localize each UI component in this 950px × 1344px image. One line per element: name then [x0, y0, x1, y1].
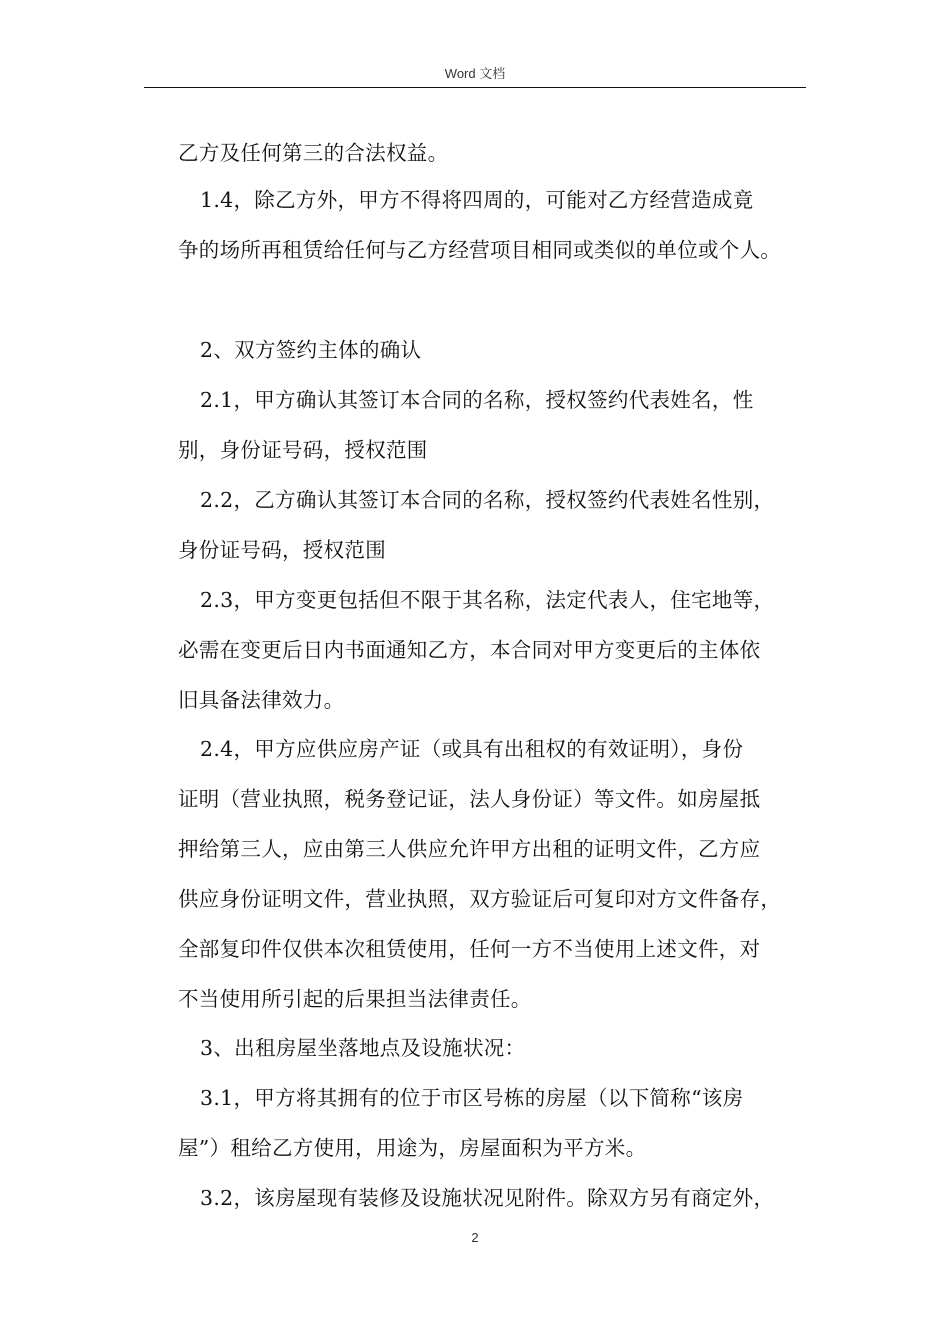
text-line: 身份证号码，授权范围 — [178, 538, 386, 562]
text-line: 2.4，甲方应供应房产证（或具有出租权的有效证明），身份 — [200, 737, 744, 761]
text-line: 屋”）租给乙方使用，用途为，房屋面积为平方米。 — [178, 1136, 647, 1160]
text-line: 别，身份证号码，授权范围 — [178, 438, 428, 462]
text-line: 3.1，甲方将其拥有的位于市区号栋的房屋（以下简称“该房 — [200, 1086, 744, 1110]
section-heading: 2、双方签约主体的确认 — [200, 338, 422, 362]
text-line: 2.3，甲方变更包括但不限于其名称，法定代表人，住宅地等， — [200, 588, 775, 612]
section-heading: 3、出租房屋坐落地点及设施状况： — [200, 1036, 526, 1060]
text-line: 押给第三人，应由第三人供应允许甲方出租的证明文件，乙方应 — [178, 837, 761, 861]
text-line: 2.1，甲方确认其签订本合同的名称，授权签约代表姓名，性 — [200, 388, 754, 412]
page-header: Word 文档 — [444, 66, 506, 81]
text-line: 2.2，乙方确认其签订本合同的名称，授权签约代表姓名性别， — [200, 488, 775, 512]
text-line: 1.4，除乙方外，甲方不得将四周的，可能对乙方经营造成竟 — [200, 188, 754, 212]
text-line: 证明（营业执照，税务登记证，法人身份证）等文件。如房屋抵 — [178, 787, 761, 811]
text-line: 争的场所再租赁给任何与乙方经营项目相同或类似的单位或个人。 — [178, 238, 782, 262]
text-line: 不当使用所引起的后果担当法律责任。 — [178, 987, 532, 1011]
page-number: 2 — [471, 1230, 479, 1245]
text-line: 旧具备法律效力。 — [178, 688, 345, 712]
text-line: 乙方及任何第三的合法权益。 — [178, 141, 449, 165]
text-line: 必需在变更后日内书面通知乙方，本合同对甲方变更后的主体依 — [178, 638, 761, 662]
text-line: 3.2，该房屋现有装修及设施状况见附件。除双方另有商定外， — [200, 1186, 775, 1210]
text-line: 供应身份证明文件，营业执照，双方验证后可复印对方文件备存， — [178, 887, 782, 911]
text-line: 全部复印件仅供本次租赁使用，任何一方不当使用上述文件，对 — [178, 937, 761, 961]
